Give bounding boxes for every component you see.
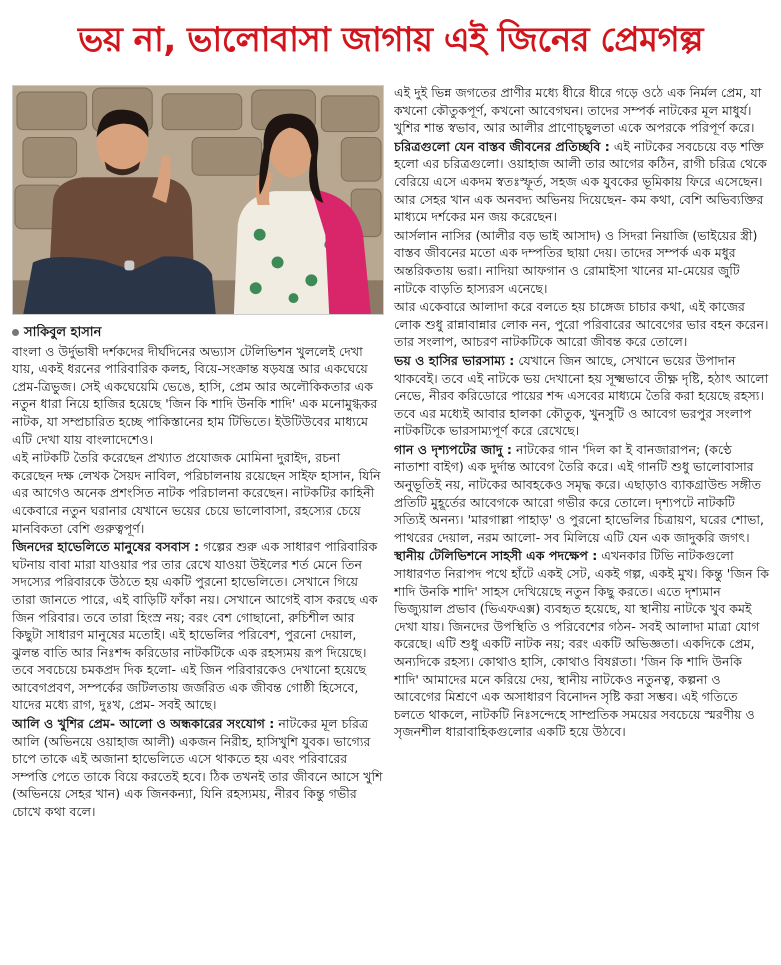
paragraph-text: এই নাটকটি তৈরি করেছেন প্রখ্যাত প্রযোজক মোমিনা দুরাইদ, রচনা করেছেন দক্ষ লেখক সৈয়দ নাবিল, পরিচালনায় রয়েছেন সাইফ হাসান, যিনি এর আগেও অনেক প্রশংসিত নাটক পরিচালনা করেছেন। নাটকটির কাহিনী একেবারে নতুন ঘরানার যেখানে ভয়ের চেয়ে ভালোবাসা, রহস্যের চেয়ে মানবিকতা বেশি গুরুত্বপূর্ণ।	[12, 450, 381, 536]
paragraph	[394, 547, 770, 741]
subheading: চরিত্রগুলো যেন বাস্তব জীবনের প্রতিচ্ছবি :	[394, 138, 610, 154]
paragraph	[394, 84, 770, 137]
paragraph-text: এখনকার টিভি নাটকগুলো সাধারণত নিরাপদ পথে হাঁটে একই সেট, একই গল্প, একই মুখ। কিন্তু 'জিন কি শাদি উনকি শাদি' সাহস দেখিয়েছে নতুন কিছু করতে। এতে দৃশ্যমান ভিজ্যুয়াল প্রভাব (ভিএফএক্স) ব্যবহৃত হয়েছে, যা স্থানীয় নাটকে খুব কমই দেখা যায়। জিনদের উপস্থিতি ও পরিবেশের গঠন- সবই আলাদা মাত্রা যোগ করেছে। এটি শুধু একটি নাটক নয়; বরং একটি অভিজ্ঞতা। একদিকে প্রেম, অন্যদিকে রহস্য। কোথাও হাসি, কোথাও বিষণ্ণতা। 'জিন কি শাদি উনকি শাদি' আমাদের মনে করিয়ে দেয়, স্থানীয় নাটকেও নতুনত্ব, কল্পনা ও আবেগের মিশ্রণে এক অসাধারণ বিনোদন সৃষ্টি করা সম্ভব। এই গতিতে চলতে থাকলে, নাটকটি নিঃসন্দেহে সাম্প্রতিক সময়ের সবচেয়ে স্মরণীয় ও সৃজনশীল ধারাবাহিকগুলোর একটি হয়ে উঠবে।	[394, 548, 770, 740]
paragraph-text: নাটকের মূল চরিত্র আলি (অভিনয়ে ওয়াহাজ আলী) একজন নিরীহ, হাসিখুশি যুবক। ভাগ্যের চাপে তাকে এই অজানা হাভেলিতে এসে থাকতে হয় এবং পরিবারের সম্পত্তি পেতে তাকে বিয়ে করতেই হবে। ঠিক তখনই তার জীবনে আসে খুশি (অভিনয়ে সেহর খান) এক জিনকন্যা, যিনি রহস্যময়, নীরব কিন্তু গভীর চোখে কথা বলে।	[12, 716, 383, 820]
paragraph-text: এই নাটকের সবচেয়ে বড় শক্তি হলো এর চরিত্রগুলো। ওয়াহাজ আলী তার আগের কঠিন, রাগী চরিত্র থেকে বেরিয়ে এসে একদম স্বতঃস্ফূর্ত, সহজ এক যুবকের ভূমিকায় ফিরে এসেছেন। আর সেহর খান এক অনবদ্য অভিনয় দিয়েছেন- কম কথা, বেশি অভিব্যক্তির মাধ্যমে দর্শকের মন জয় করেছেন।	[394, 138, 767, 225]
paragraph	[12, 538, 384, 714]
subheading: জিনদের হাভেলিতে মানুষের বসবাস :	[12, 539, 200, 555]
paragraph-text: গল্পের শুরু এক সাধারণ পারিবারিক ঘটনায় বাবা মারা যাওয়ার পর তার রেখে যাওয়া উইলের শর্ত মেনে তিন সদস্যের পরিবারকে উঠতে হয় একটি পুরনো হাভেলিতে। সেখানে গিয়ে তারা জানতে পারে, এই বাড়িটি ফাঁকা নয়। সেখানে আগেই বাস করছে এক জিন পরিবার। তবে তারা হিংস্র নয়; বরং বেশ গোছানো, রুচিশীল আর কিছুটা সাধারণ মানুষের মতোই। এই হাভেলির পরিবেশ, পুরনো দেয়াল, ঝুলন্ত বাতি আর নিঃশব্দ করিডোর নাটকটিকে এক রহস্যময় রূপ দিয়েছে। তবে সবচেয়ে চমকপ্রদ দিক হলো- এই জিন পরিবারকেও দেখানো হয়েছে আবেগপ্রবণ, সম্পর্কের জটিলতায় জর্জরিত এক জীবন্ত গোষ্ঠী হিসেবে, যাদের মধ্যে রাগ, দুঃখ, প্রেম- সবই আছে।	[12, 539, 378, 713]
paragraph-text: আর একেবারে আলাদা করে বলতে হয় চাঙ্গেজ চাচার কথা, এই কাজের লোক শুধু রান্নাবান্নার লোক নন, পুরো পরিবারের আবেগের ভার বহন করেন। তার সংলাপ, আচরণ নাটকটিকে আরো জীবন্ত করে তোলে।	[394, 299, 769, 350]
subheading: আলি ও খুশির প্রেম- আলো ও অন্ধকারের সংযোগ :	[12, 716, 275, 732]
paragraph	[394, 227, 770, 297]
paragraph	[12, 715, 384, 821]
article-column-left	[12, 324, 384, 960]
paragraph	[12, 449, 384, 537]
paragraph-text: যেখানে জিন আছে, সেখানে ভয়ের উপাদান থাকবেই। তবে এই নাটকে ভয় দেখানো হয় সূক্ষ্মভাবে তীক্ষ্ণ দৃষ্টি, হঠাৎ আলো নেভে, নীরব করিডোরে পায়ের শব্দ এসবের মাধ্যমে তৈরি করা হয়েছে রহস্য। তবে এর মধ্যেই আবার হালকা কৌতুক, খুনসুটি ও আবেগ ভরপুর সংলাপ নাটকটিকে ভারসাম্যপূর্ণ করে রেখেছে।	[394, 352, 769, 439]
actors-photo-illustration	[13, 86, 383, 314]
subheading: গান ও দৃশ্যপটের জাদু :	[394, 441, 512, 457]
paragraph-text: এই দুই ভিন্ন জগতের প্রাণীর মধ্যে ধীরে ধীরে গড়ে ওঠে এক নির্মল প্রেম, যা কখনো কৌতুকপূর্ণ, কখনো আবেগঘন। তাদের সম্পর্ক নাটকের মূল মাধুর্য। খুশির শান্ত স্বভাব, আর আলীর প্রাণোচ্ছ্বলতা একে অপরকে পরিপূর্ণ করে।	[394, 85, 762, 136]
headline: ভয় না, ভালোবাসা জাগায় এই জিনের প্রেমগল্প	[77, 20, 704, 60]
lead-photo	[12, 85, 384, 315]
article-column-right	[394, 84, 770, 960]
paragraph	[394, 298, 770, 351]
paragraph	[394, 352, 770, 440]
subheading: স্থানীয় টেলিভিশনে সাহসী এক পদক্ষেপ :	[394, 548, 598, 564]
paragraph-text: আর্সলান নাসির (আলীর বড় ভাই আসাদ) ও সিদরা নিয়াজি (ভাইয়ের স্ত্রী) বাস্তব জীবনের মতো এক দম্পতির ছায়া দেয়। তাদের সম্পর্ক এক মধুর অন্তরিকতায় ভরা। নাদিয়া আফগান ও রোমাইসা খানের মা-মেয়ের জুটি নাটকে বাড়তি হাস্যরস এনেছে।	[394, 227, 758, 296]
paragraph	[12, 343, 384, 449]
paragraph-text: নাটকের গান 'দিল কা ই বানজারাপন; (কণ্ঠে নাতাশা বাইগ) এক দুর্দান্ত আবেগ তৈরি করে। এই গানটি শুধু ভালোবাসার অনুভূতিই নয়, নাটকের আবহকেও সমৃদ্ধ করে। এছাড়াও ব্যাকগ্রাউন্ড সঙ্গীত প্রতিটি মুহূর্তের আবেগকে আরো গভীর করে তোলে। দৃশ্যপটে নাটকটি সত্যিই অনন্য। 'মারগাল্লা পাহাড়' ও পুরনো হাভেলির চিত্রায়ণ, ঘরের শোভা, পাথরের দেয়াল, নরম আলো- সব মিলিয়ে এটি যেন এক জাদুকরি জগৎ।	[394, 441, 765, 545]
byline	[12, 324, 384, 342]
paragraph	[394, 441, 770, 547]
subheading: ভয় ও হাসির ভারসাম্য :	[394, 352, 515, 368]
author-name: সাকিবুল হাসান	[24, 325, 102, 340]
paragraph-text: বাংলা ও উর্দুভাষী দর্শকদের দীর্ঘদিনের অভ্যাস টেলিভিশন খুললেই দেখা যায়, একই ধরনের পারিবারিক কলহ, বিয়ে-সংক্রান্ত ষড়যন্ত্র আর একঘেয়ে প্রেম-ত্রিভুজ। সেই একঘেয়েমি ভেঙে, হাসি, প্রেম আর অলৌকিকতার এক নতুন ধারা নিয়ে হাজির হয়েছে 'জিন কি শাদি উনকি শাদি' এক মনোমুগ্ধকর নাটক, যা সম্প্রচারিত হচ্ছে পাকিস্তানের হাম টিভিতে। ইউটিউবের মাধ্যমে এটি দেখা যায় বাংলাদেশেও।	[12, 343, 378, 447]
bullet-icon	[12, 329, 19, 336]
paragraph	[394, 138, 770, 226]
